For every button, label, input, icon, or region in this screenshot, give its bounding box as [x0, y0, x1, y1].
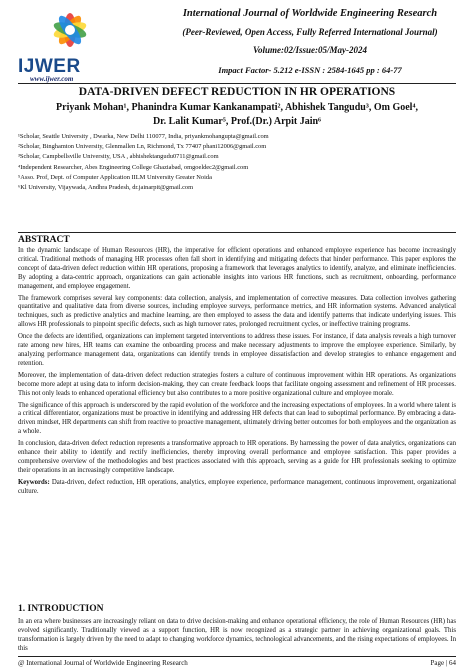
logo-text: IJWER — [18, 56, 81, 77]
footer-journal: @ International Journal of Worldwide Engineering Research — [18, 659, 188, 667]
journal-logo-icon — [40, 6, 100, 62]
authors-line: Dr. Lalit Kumar⁵, Prof.(Dr.) Arpit Jain⁶ — [152, 116, 322, 127]
abstract-paragraph: Once the defects are identified, organizations can implement targeted interventions to address these issues. For instance, if data analysis reveals a high turnover rate among new hires, HR teams can examine the onboarding process and make necessary adjustments to improve the employee experience. Similarly, by analyzing performance management data, organizations can identify trends in employee dissatisfaction and develop strategies to enhance engagement and retention. — [18, 333, 456, 367]
paper-title: DATA-DRIVEN DEFECT REDUCTION IN HR OPERATIONS — [78, 86, 396, 98]
affiliation: ³Scholar, Campbellsville University, USA , abhishektangudu0711@gmail.com — [18, 153, 219, 161]
abstract-divider — [18, 232, 456, 233]
keywords-label: Keywords: — [18, 478, 50, 486]
keywords-text: Data-driven, defect reduction, HR operations, analytics, employee experience, performance management, continuous improvement, organizational culture. — [18, 478, 456, 495]
abstract-paragraph: In the dynamic landscape of Human Resources (HR), the imperative for efficient operations and enhanced employee experience has become increasingly critical. Traditional methods of managing HR processes often fall short in identifying and mitigating defects that hinder performance. This paper explores the concept of data-driven defect reduction within HR operations, proposing a framework that leverages analytics to identify, analyze, and eliminate inefficiencies. By adopting a data-centric approach, organizations can gain actionable insights into various HR functions, such as recruitment, onboarding, performance management, and employee engagement. — [18, 247, 456, 290]
affiliation: ⁶Kl University, Vijaywada, Andhra Pradesh, dr.jainarpit@gmail.com — [18, 184, 194, 192]
affiliation: ⁵Asso. Prof, Dept. of Computer Application IILM University Greater Noida — [18, 173, 212, 181]
introduction-body — [18, 618, 456, 654]
abstract-body — [18, 247, 456, 497]
header-divider — [18, 83, 456, 84]
volume-issue: Volume:02/Issue:05/May-2024 — [252, 45, 367, 55]
introduction-paragraph: In an era where businesses are increasingly reliant on data to drive decision-making and enhance operational efficiency, the role of Human Resources (HR) has evolved significantly. Traditionally viewed as a support function, HR is now recognized as a strategic partner in achieving organizational goals. This transformation is largely driven by the need to adapt to changing workforce dynamics, technological advancements, and the rising expectations of employees. In this — [18, 618, 456, 652]
website-link[interactable]: www.ijwer.com — [30, 75, 74, 83]
abstract-paragraph: Moreover, the implementation of data-driven defect reduction strategies fosters a culture of continuous improvement within HR operations. As organizations become more adept at using data to inform decision-making, they can create feedback loops that facilitate ongoing assessment and refinement of HR processes. This not only leads to enhanced operational efficiency but also contributes to a more positive organizational culture and employee morale. — [18, 371, 456, 397]
abstract-paragraph: The framework comprises several key components: data collection, analysis, and implementation of corrective measures. Data collection involves gathering quantitative and qualitative data from diverse sources, including employee surveys, performance metrics, and HR information systems. Advanced analytical techniques, such as predictive analytics and machine learning, are then employed to assess the data and identify patterns that indicate underlying issues. This allows HR professionals to pinpoint specific defects, such as high turnover rates, prolonged recruitment cycles, or ineffective training programs. — [18, 294, 456, 329]
journal-subtitle: (Peer-Reviewed, Open Access, Fully Referred International Journal) — [182, 27, 438, 37]
section-heading-introduction: 1. INTRODUCTION — [18, 604, 104, 614]
footer-divider — [18, 656, 456, 657]
abstract-heading: ABSTRACT — [18, 235, 70, 245]
impact-line: Impact Factor- 5.212 e-ISSN : 2584-1645 pp : 64-77 — [218, 65, 402, 75]
abstract-paragraph: In conclusion, data-driven defect reduction represents a transformative approach to HR operations. By harnessing the power of data analytics, organizations can enhance their ability to identify and rectify inefficiencies, thereby improving overall performance and employee satisfaction. This paper provides a comprehensive overview of the methodologies and best practices associated with this approach, serving as a guide for HR professionals seeking to optimize their operations in an increasingly competitive landscape. — [18, 440, 456, 474]
author-list — [40, 101, 434, 129]
abstract-paragraph: The significance of this approach is underscored by the rapid evolution of the workforce and the increasing expectations of employees. In a world where talent is a critical differentiator, organizations must be proactive in identifying and addressing HR defects that can lead to suboptimal performance. By embracing a data-driven mindset, HR departments can shift from reactive to proactive management, ultimately driving better outcomes for both employees and the organization as a whole. — [18, 401, 456, 436]
affiliation: ²Scholar, Binghamton University, Glenmallen Ln, Richmond, Tx 77407 phani12006@gmail.com — [18, 143, 267, 151]
journal-title: International Journal of Worldwide Engineering Research — [182, 8, 438, 19]
affiliation: ¹Scholar, Seattle University , Dwarka, New Delhi 110077, India, priyankmohangupta@gmail.com — [18, 133, 269, 140]
page-number: Page | 64 — [430, 659, 456, 667]
affiliation: ⁴Independent Researcher, Abes Engineering College Ghaziabad, omgoeldec2@gmail.com — [18, 163, 249, 171]
affiliations — [18, 132, 458, 193]
authors-line: Priyank Mohan¹, Phanindra Kumar Kankanampati², Abhishek Tangudu³, Om Goel⁴, — [56, 102, 418, 113]
keywords — [18, 479, 456, 497]
journal-header — [0, 0, 474, 82]
